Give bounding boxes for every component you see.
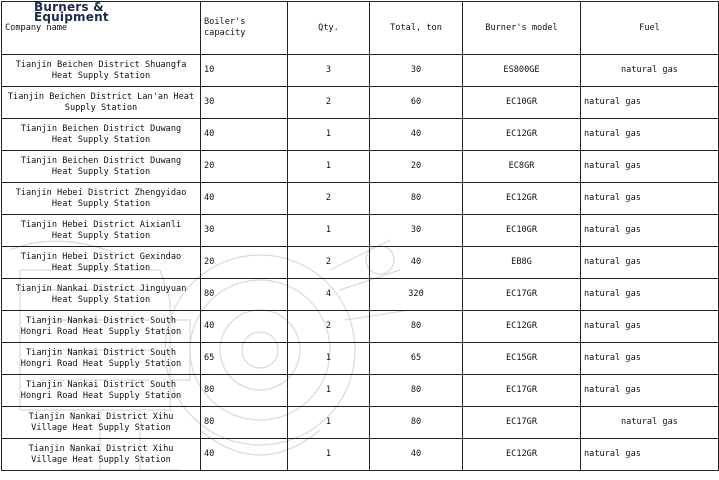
company-name-line2: Village Heat Supply Station	[31, 454, 171, 465]
capacity-cell: 65	[201, 343, 288, 375]
company-name-cell	[2, 343, 201, 375]
company-name-line2: Heat Supply Station	[51, 230, 151, 241]
fuel-cell: natural gas	[581, 407, 719, 439]
table-row	[2, 183, 719, 215]
table-row	[2, 439, 719, 471]
model-cell: EC12GR	[463, 311, 581, 343]
company-name-line1: Tianjin Nankai District Xihu	[28, 443, 174, 454]
table-row	[2, 279, 719, 311]
model-cell: EC17GR	[463, 407, 581, 439]
company-name-line2: Heat Supply Station	[51, 70, 151, 81]
fuel-cell: natural gas	[581, 375, 719, 407]
total-cell: 40	[370, 247, 463, 279]
total-cell: 20	[370, 151, 463, 183]
company-name-line2: Hongri Road Heat Supply Station	[20, 358, 182, 369]
total-cell: 60	[370, 87, 463, 119]
table-row	[2, 151, 719, 183]
company-name-cell	[2, 87, 201, 119]
company-name-cell	[2, 375, 201, 407]
total-cell: 320	[370, 279, 463, 311]
model-cell: EB8G	[463, 247, 581, 279]
model-cell: EC12GR	[463, 439, 581, 471]
capacity-cell: 30	[201, 87, 288, 119]
total-cell: 40	[370, 439, 463, 471]
model-cell: EC10GR	[463, 215, 581, 247]
company-name-cell	[2, 407, 201, 439]
company-name-line1: Tianjin Nankai District Xihu	[28, 411, 174, 422]
company-name-line1: Tianjin Nankai District South	[25, 379, 177, 390]
total-cell: 40	[370, 119, 463, 151]
model-cell: ES800GE	[463, 55, 581, 87]
brand-logo	[34, 2, 109, 22]
capacity-cell: 80	[201, 279, 288, 311]
company-name-line1: Tianjin Beichen District Duwang	[20, 123, 182, 134]
company-name-line2: Supply Station	[64, 102, 138, 113]
table-row	[2, 311, 719, 343]
fuel-cell: natural gas	[581, 119, 719, 151]
header-model: Burner's model	[463, 2, 581, 55]
model-cell: EC15GR	[463, 343, 581, 375]
table-row	[2, 343, 719, 375]
qty-cell: 3	[288, 55, 370, 87]
header-capacity-line1: Boiler's	[204, 17, 246, 27]
fuel-cell: natural gas	[581, 311, 719, 343]
company-name-line1: Tianjin Beichen District Shuangfa	[15, 59, 187, 70]
capacity-cell: 40	[201, 439, 288, 471]
total-cell: 80	[370, 375, 463, 407]
model-cell: EC12GR	[463, 183, 581, 215]
company-name-line2: Heat Supply Station	[51, 134, 151, 145]
table-row	[2, 407, 719, 439]
company-name-cell	[2, 183, 201, 215]
header-capacity-line2: capacity	[204, 28, 246, 38]
qty-cell: 1	[288, 375, 370, 407]
company-name-line2: Village Heat Supply Station	[31, 422, 171, 433]
company-name-cell	[2, 151, 201, 183]
table-row	[2, 119, 719, 151]
company-name-line1: Tianjin Hebei District Gexindao	[20, 251, 182, 262]
company-name-line1: Tianjin Beichen District Duwang	[20, 155, 182, 166]
company-name-line2: Hongri Road Heat Supply Station	[20, 326, 182, 337]
capacity-cell: 10	[201, 55, 288, 87]
qty-cell: 1	[288, 151, 370, 183]
qty-cell: 1	[288, 439, 370, 471]
fuel-cell: natural gas	[581, 439, 719, 471]
company-name-line1: Tianjin Hebei District Zhengyidao	[15, 187, 187, 198]
company-name-cell	[2, 311, 201, 343]
table-row	[2, 247, 719, 279]
company-name-cell	[2, 119, 201, 151]
qty-cell: 1	[288, 343, 370, 375]
table-row	[2, 55, 719, 87]
qty-cell: 2	[288, 311, 370, 343]
capacity-cell: 20	[201, 151, 288, 183]
model-cell: EC10GR	[463, 87, 581, 119]
qty-cell: 2	[288, 183, 370, 215]
total-cell: 65	[370, 343, 463, 375]
fuel-cell: natural gas	[581, 55, 719, 87]
qty-cell: 4	[288, 279, 370, 311]
fuel-cell: natural gas	[581, 215, 719, 247]
qty-cell: 1	[288, 215, 370, 247]
company-name-cell	[2, 55, 201, 87]
fuel-cell: natural gas	[581, 151, 719, 183]
qty-cell: 1	[288, 119, 370, 151]
capacity-cell: 80	[201, 375, 288, 407]
fuel-cell: natural gas	[581, 183, 719, 215]
total-cell: 80	[370, 311, 463, 343]
capacity-cell: 20	[201, 247, 288, 279]
header-fuel: Fuel	[581, 2, 719, 55]
company-name-line2: Heat Supply Station	[51, 198, 151, 209]
company-name-line1: Tianjin Hebei District Aixianli	[20, 219, 182, 230]
references-table	[1, 1, 719, 471]
company-name-line1: Tianjin Nankai District South	[25, 315, 177, 326]
fuel-cell: natural gas	[581, 87, 719, 119]
brand-line-2: Equipment	[34, 10, 109, 24]
header-company: Company name	[2, 2, 201, 55]
company-name-cell	[2, 279, 201, 311]
table-row	[2, 375, 719, 407]
total-cell: 30	[370, 215, 463, 247]
qty-cell: 2	[288, 87, 370, 119]
capacity-cell: 30	[201, 215, 288, 247]
company-name-line1: Tianjin Nankai District South	[25, 347, 177, 358]
company-name-line2: Heat Supply Station	[51, 262, 151, 273]
company-name-line2: Hongri Road Heat Supply Station	[20, 390, 182, 401]
table-header-row	[2, 2, 719, 55]
qty-cell: 2	[288, 247, 370, 279]
company-name-line2: Heat Supply Station	[51, 294, 151, 305]
capacity-cell: 40	[201, 119, 288, 151]
capacity-cell: 40	[201, 311, 288, 343]
fuel-cell: natural gas	[581, 279, 719, 311]
header-total: Total, ton	[370, 2, 463, 55]
header-qty: Qty.	[288, 2, 370, 55]
table-row	[2, 215, 719, 247]
company-name-cell	[2, 439, 201, 471]
model-cell: EC8GR	[463, 151, 581, 183]
company-name-line1: Tianjin Beichen District Lan'an Heat	[7, 91, 195, 102]
model-cell: EC17GR	[463, 279, 581, 311]
company-name-cell	[2, 215, 201, 247]
capacity-cell: 40	[201, 183, 288, 215]
model-cell: EC12GR	[463, 119, 581, 151]
total-cell: 80	[370, 183, 463, 215]
fuel-cell: natural gas	[581, 343, 719, 375]
company-name-line2: Heat Supply Station	[51, 166, 151, 177]
brand-line-1: Burners &	[34, 0, 104, 14]
total-cell: 30	[370, 55, 463, 87]
table-row	[2, 87, 719, 119]
total-cell: 80	[370, 407, 463, 439]
fuel-cell: natural gas	[581, 247, 719, 279]
qty-cell: 1	[288, 407, 370, 439]
capacity-cell: 80	[201, 407, 288, 439]
model-cell: EC17GR	[463, 375, 581, 407]
company-name-cell	[2, 247, 201, 279]
company-name-line1: Tianjin Nankai District Jinguyuan	[15, 283, 187, 294]
header-capacity	[201, 2, 288, 55]
